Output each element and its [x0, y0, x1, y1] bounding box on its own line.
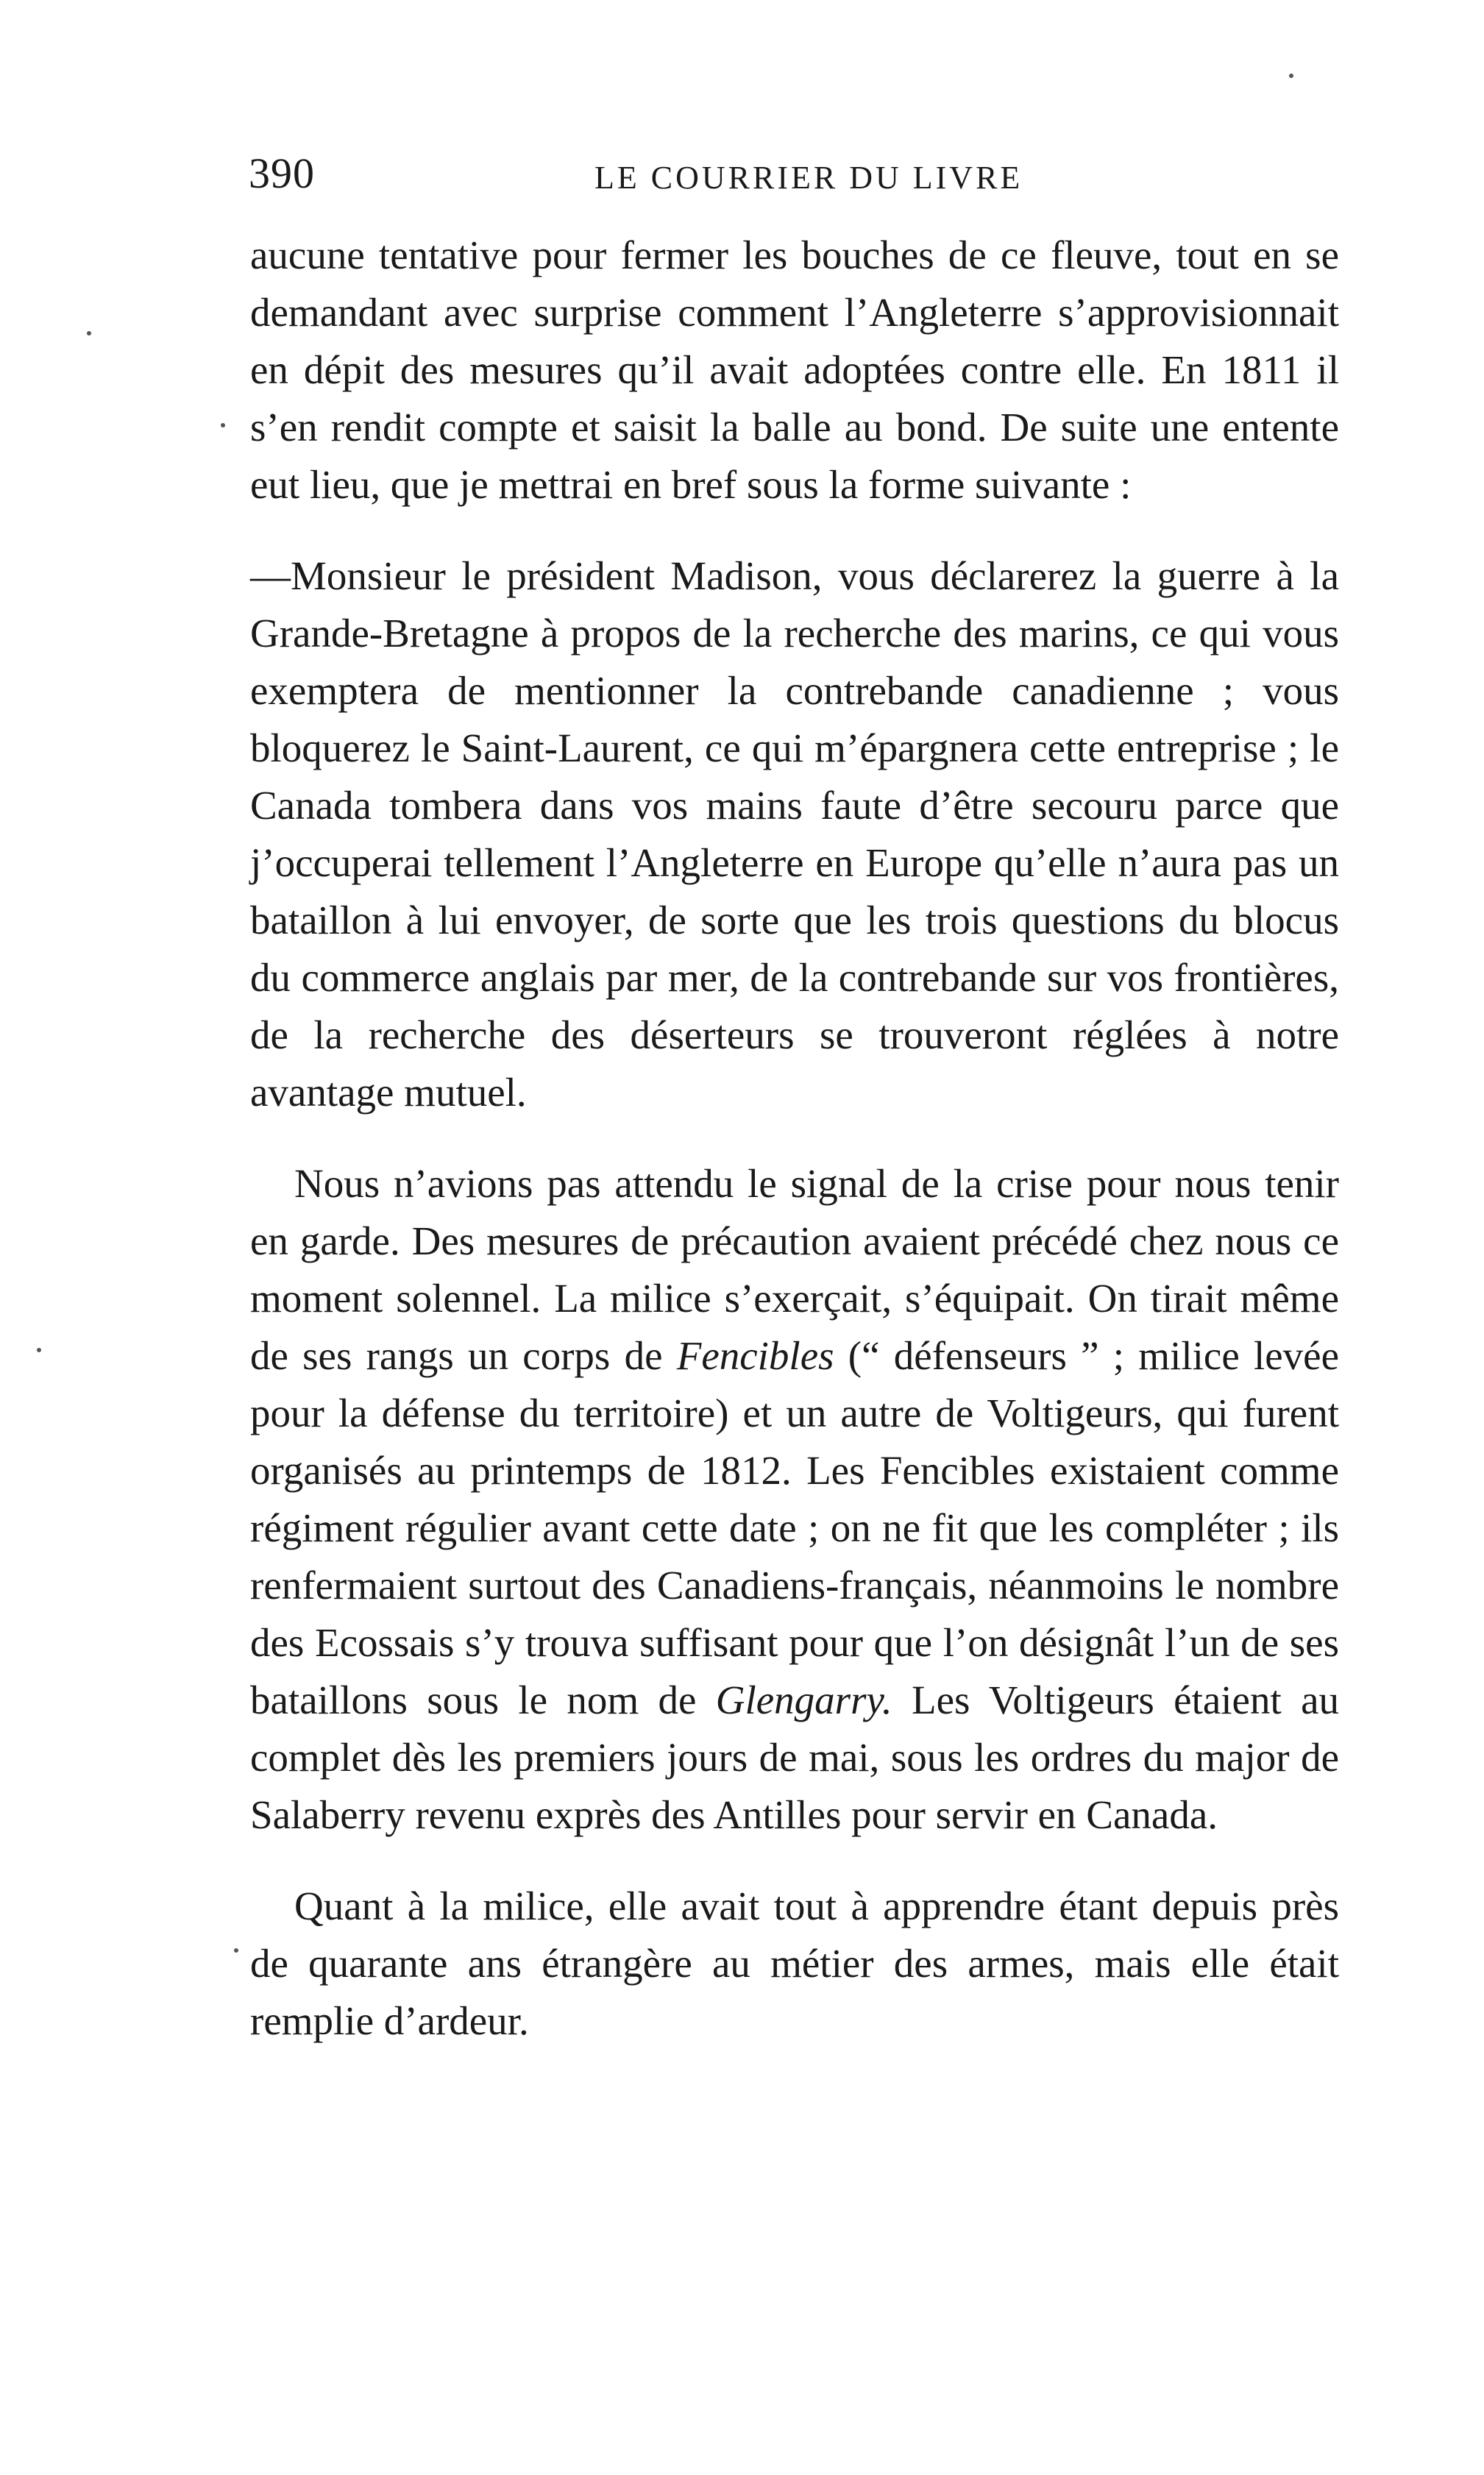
paper-speck [234, 1948, 238, 1953]
italic-fencibles: Fencibles [676, 1333, 834, 1378]
body-text [250, 227, 1339, 2050]
page-number: 390 [249, 149, 315, 197]
paper-speck [87, 331, 91, 335]
paragraph-text-segment: Nous n’avions pas attendu le signal de la crise pour nous tenir en garde. Des mesures de précaution avaient précédé chez nous ce moment solennel. La milice s’exerçait, s’équipait. On tirait même de ses rangs un corps de [250, 1161, 1339, 1378]
paragraph-milice-ardeur: Quant à la milice, elle avait tout à apprendre étant depuis près de quarante ans étrangère au métier des armes, mais elle était remplie d’ardeur. [250, 1883, 1339, 2043]
paragraph-text-segment: Les Voltigeurs étaient au complet dès les premiers jours de mai, sous les ordres du major de Salaberry revenu exprès des Antilles pour servir en Canada. [250, 1677, 1340, 1837]
paragraph-text-segment: (“ défenseurs ” ; milice levée pour la défense du territoire) et un autre de Voltigeurs, qui furent organisés au printemps de 1812. Les Fencibles existaient comme régiment régulier avant cette date ; on ne fit que les compléter ; ils renfermaient surtout des Canadiens-français, néanmoins le nombre des Ecossais s’y trouva suffisant pour que l’on désignât l’un de ses bataillons sous le nom de [250, 1333, 1339, 1722]
paper-speck [221, 423, 225, 427]
paragraph-continuation: aucune tentative pour fermer les bouches de ce fleuve, tout en se demandant avec surprise comment l’Angleterre s’approvisionnait en dépit des mesures qu’il avait adoptées contre elle. En 1811 il s’en rendit compte et saisit la balle au bond. De suite une entente eut lieu, que je mettrai en bref sous la forme suivante : [250, 232, 1339, 507]
italic-glengarry: Glengarry. [715, 1677, 892, 1722]
paragraph-dialogue: —Monsieur le président Madison, vous déclarerez la guerre à la Grande-Bretagne à propos de la recherche des marins, ce qui vous exemptera de mentionner la contrebande canadienne ; vous bloquerez le Saint-Laurent, ce qui m’épargnera cette entreprise ; le Canada tombera dans vos mains faute d’être secouru parce que j’occuperai tellement l’Angleterre en Europe qu’elle n’aura pas un bataillon à lui envoyer, de sorte que les trois questions du blocus du commerce anglais par mer, de la contrebande sur vos frontières, de la recherche des déserteurs se trouveront réglées à notre avantage mutuel. [250, 553, 1339, 1115]
paper-speck [1289, 74, 1293, 78]
paragraph-milice-preparation [250, 1155, 1339, 1844]
running-head [249, 144, 1338, 203]
running-title: LE COURRIER DU LIVRE [594, 160, 1023, 196]
paper-speck [37, 1348, 41, 1352]
